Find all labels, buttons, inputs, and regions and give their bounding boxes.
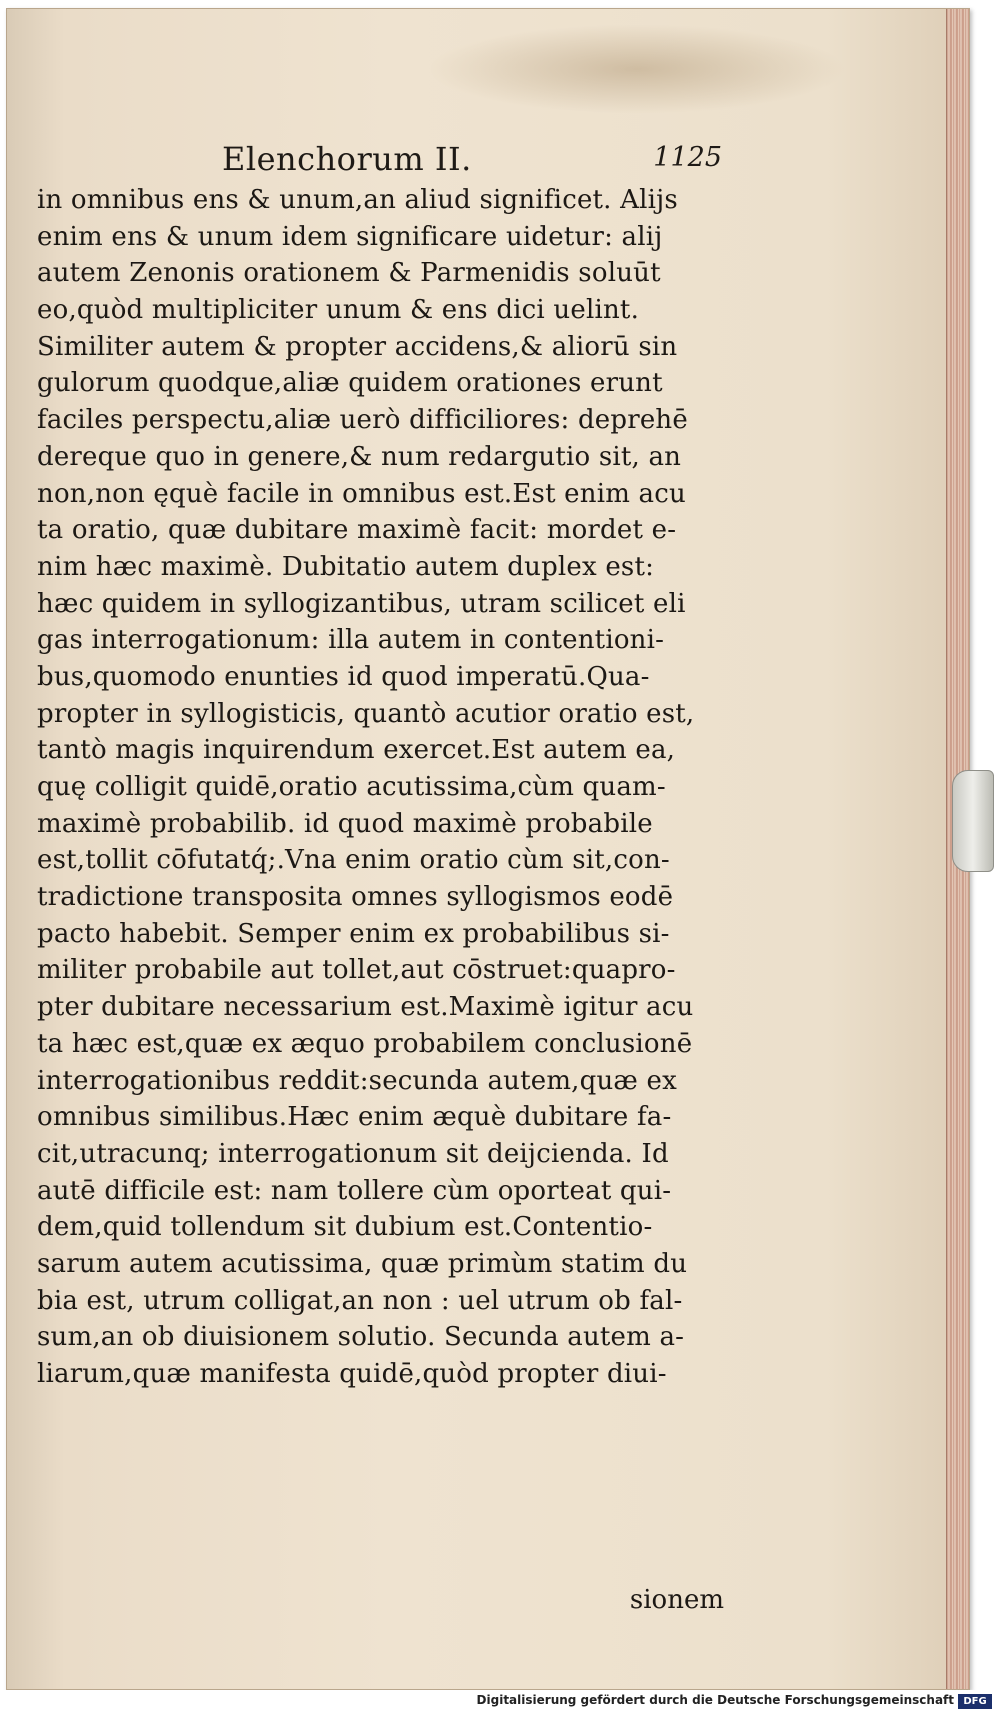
text-line: in omnibus ens & unum,an aliud significet. Alijs <box>37 185 678 215</box>
text-line: gulorum quodque,aliæ quidem orationes erunt <box>37 368 663 399</box>
funding-credit: Digitalisierung gefördert durch die Deutsche Forschungsgemeinschaft <box>476 1693 954 1707</box>
text-line: liarum,quæ manifesta quidē,quòd propter diui- <box>37 1359 667 1389</box>
text-line: hæc quidem in syllogizantibus, utram scilicet eli <box>37 588 686 619</box>
text-line: nim hæc maximè. Dubitatio autem duplex est: <box>37 551 655 582</box>
catchword: sionem <box>629 1585 724 1615</box>
page-stain <box>427 24 847 114</box>
text-line: bia est, utrum colligat,an non : uel utrum ob fal- <box>37 1285 683 1316</box>
text-line: cit,utracunq; interrogationum sit deijcienda. Id <box>37 1138 669 1169</box>
text-line: non,non ęquè facile in omnibus est.Est enim acu <box>37 478 686 509</box>
running-title: Elenchorum II. <box>222 140 472 178</box>
text-line: quę colligit quidē,oratio acutissima,cùm quam- <box>37 772 666 802</box>
text-line: gas interrogationum: illa autem in contentioni- <box>37 625 665 656</box>
text-line: enim ens & unum idem significare uidetur: alij <box>37 221 663 252</box>
digitization-footer <box>0 1690 1000 1715</box>
dfg-logo-icon: DFG <box>958 1694 992 1709</box>
text-line: eo,quòd multipliciter unum & ens dici uelint. <box>37 295 640 326</box>
text-line: ta hæc est,quæ ex æquo probabilem conclusionē <box>37 1028 693 1059</box>
text-line: sum,an ob diuisionem solutio. Secunda autem a- <box>37 1322 685 1353</box>
text-line: pacto habebit. Semper enim ex probabilibus si- <box>37 918 670 949</box>
text-line: tradictione transposita omnes syllogismos eodē <box>37 882 674 913</box>
page-header <box>222 140 722 184</box>
text-line: interrogationibus reddit:secunda autem,quæ ex <box>37 1065 677 1096</box>
text-line: autem Zenonis orationem & Parmenidis soluūt <box>37 258 661 289</box>
text-line: bus,quomodo enunties id quod imperatū.Qua- <box>37 661 650 692</box>
text-line: ta oratio, quæ dubitare maximè facit: mordet e- <box>37 515 677 546</box>
text-line: autē difficile est: nam tollere cùm oporteat qui- <box>37 1175 672 1206</box>
text-line: maximè probabilib. id quod maximè probabile <box>37 808 653 839</box>
text-line: dereque quo in genere,& num redargutio sit, an <box>37 441 682 472</box>
text-line: dem,quid tollendum sit dubium est.Contentio- <box>37 1212 653 1243</box>
text-line: sarum autem acutissima, quæ primùm statim du <box>37 1248 688 1279</box>
text-line: est,tollit cōfutatq́;.Vna enim oratio cùm sit,con- <box>37 845 670 876</box>
body-text <box>37 182 727 1615</box>
text-line: faciles perspectu,aliæ uerò difficiliores: deprehē <box>37 405 688 436</box>
text-line: militer probabile aut tollet,aut cōstruet:quapro- <box>37 955 676 986</box>
page-number: 1125 <box>653 142 722 173</box>
text-line: omnibus similibus.Hæc enim æquè dubitare fa- <box>37 1102 672 1133</box>
text-line: pter dubitare necessarium est.Maximè igitur acu <box>37 992 694 1023</box>
text-line: tantò magis inquirendum exercet.Est autem ea, <box>37 735 676 766</box>
text-line: propter in syllogisticis, quantò acutior oratio est, <box>37 698 695 729</box>
clip-tab <box>952 770 994 872</box>
text-line: Similiter autem & propter accidens,& aliorū sin <box>37 331 678 362</box>
